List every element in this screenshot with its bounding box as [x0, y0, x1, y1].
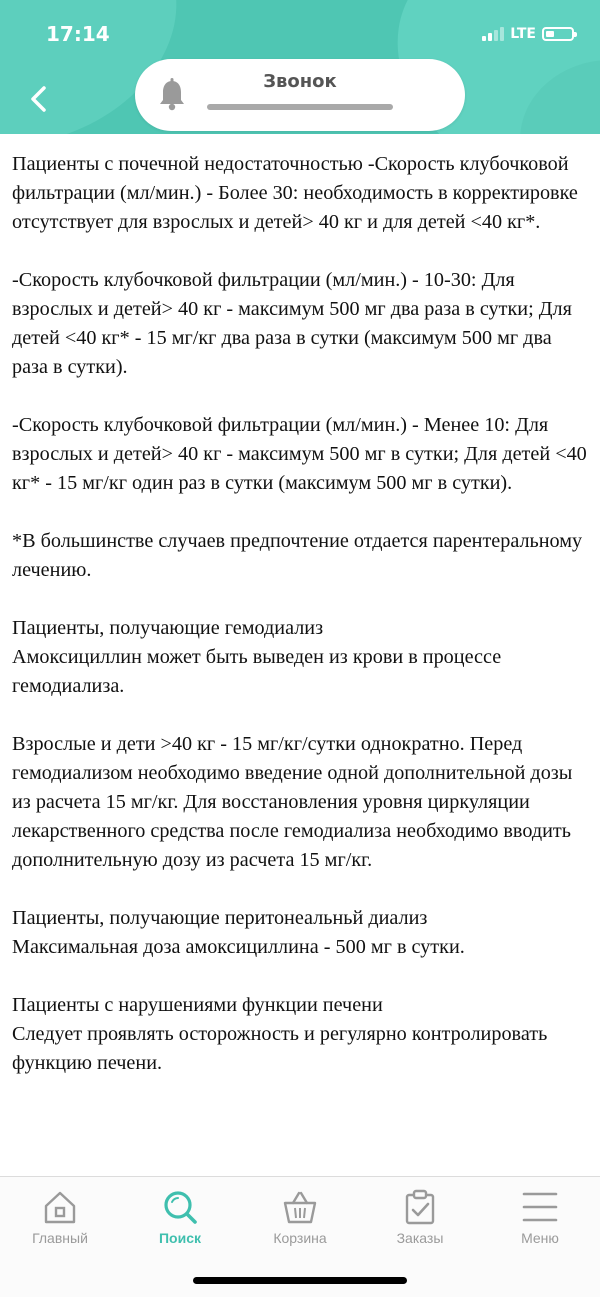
basket-icon [282, 1189, 318, 1225]
paragraph: Пациенты с почечной недостаточностью -Скорость клубочковой фильтрации (мл/мин.) - Более 30: необходимость в корректировке отсутствует для взрослых и детей> 40 кг и для детей <40 кг*. [12, 153, 578, 233]
tab-label: Поиск [158, 1230, 201, 1246]
tab-label: Главный [32, 1230, 88, 1246]
tab-label: Заказы [396, 1230, 444, 1246]
page-title: Звонок [263, 71, 337, 92]
paragraph: Пациенты с нарушениями функции печени Следует проявлять осторожность и регулярно контролировать функцию печени. [12, 994, 548, 1074]
call-pill[interactable] [135, 59, 465, 131]
search-icon [162, 1189, 198, 1225]
tab-menu[interactable] [480, 1177, 600, 1257]
tab-label: Меню [521, 1230, 559, 1246]
menu-icon [522, 1189, 558, 1225]
tab-cart[interactable] [240, 1177, 360, 1257]
status-time: 17:14 [46, 22, 110, 46]
chevron-left-icon [24, 84, 54, 114]
back-button[interactable] [24, 84, 54, 114]
status-indicators [482, 26, 574, 42]
home-indicator [193, 1277, 407, 1284]
network-label: LTE [510, 26, 536, 42]
paragraph: Пациенты, получающие гемодиализ Амоксициллин может быть выведен из крови в процессе гемодиализа. [12, 617, 502, 697]
call-progress-bar [207, 104, 393, 110]
header [0, 0, 600, 134]
tab-orders[interactable] [360, 1177, 480, 1257]
paragraph: *В большинстве случаев предпочтение отдается парентеральному лечению. [12, 530, 583, 581]
orders-clipboard-icon [402, 1189, 438, 1225]
article-content [12, 150, 592, 1170]
signal-icon [482, 27, 504, 41]
home-icon [42, 1189, 78, 1225]
paragraph: Взрослые и дети >40 кг - 15 мг/кг/сутки однократно. Перед гемодиализом необходимо введение одной дополнительной дозы из расчета 15 мг/кг. Для восстановления уровня циркуляции лекарственного средства после гемодиализа необходимо вводить дополнительную дозу из расчета 15 мг/кг. [12, 733, 573, 871]
tab-home[interactable] [0, 1177, 120, 1257]
tab-search[interactable] [120, 1177, 240, 1257]
paragraph: Пациенты, получающие перитонеальньй диализ Максимальная доза амоксициллина - 500 мг в сутки. [12, 907, 465, 958]
paragraph: -Скорость клубочковой фильтрации (мл/мин.) - Менее 10: Для взрослых и детей> 40 кг - максимум 500 мг в сутки; Для детей <40 кг* - 15 мг/кг один раз в сутки (максимум 500 мг в сутки). [12, 414, 587, 494]
tab-label: Корзина [273, 1230, 327, 1246]
paragraph: -Скорость клубочковой фильтрации (мл/мин.) - 10-30: Для взрослых и детей> 40 кг - максимум 500 мг два раза в сутки; Для детей <40 кг* - 15 мг/кг два раза в сутки (максимум 500 мг два раза в сутки). [12, 269, 572, 378]
battery-icon [542, 27, 574, 41]
